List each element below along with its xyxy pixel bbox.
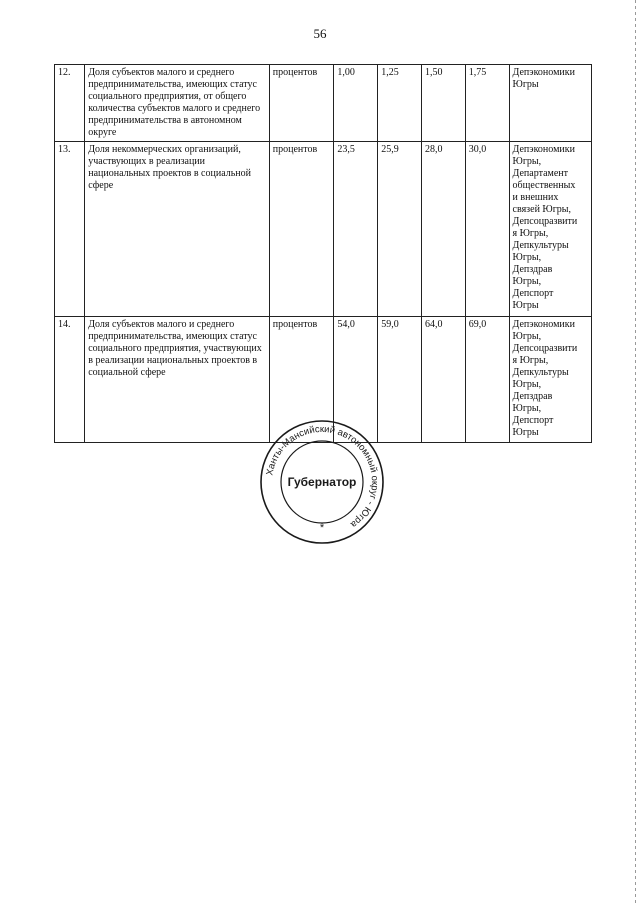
responsible-line: я Югры, [512, 355, 549, 366]
responsible-line: Депздрав [512, 264, 553, 275]
responsible-line: Югры, [512, 403, 542, 414]
row-number: 13. [55, 142, 85, 317]
responsible-line: Югры [512, 79, 539, 90]
scan-edge-line [635, 0, 636, 905]
responsible-line: Депкультуры [512, 240, 569, 251]
responsible-line: Депздрав [512, 391, 553, 402]
responsible-line: связей Югры, [512, 204, 572, 215]
value-cell: 1,75 [465, 65, 509, 142]
value-cell: 59,0 [378, 317, 422, 443]
unit-cell: процентов [269, 142, 334, 317]
responsible-line: я Югры, [512, 228, 549, 239]
value-cell: 23,5 [334, 142, 378, 317]
table-row [55, 142, 592, 317]
value-cell: 1,00 [334, 65, 378, 142]
stamp-ring-text: Ханты-Мансийский автономный округ - Югра [264, 423, 381, 530]
responsible-line: Югры, [512, 252, 542, 263]
responsible-line: Югры, [512, 379, 542, 390]
value-cell: 28,0 [421, 142, 465, 317]
governor-stamp [258, 418, 386, 546]
responsible-line: Югры [512, 427, 539, 438]
responsible-line: Югры, [512, 331, 542, 342]
value-cell: 1,25 [378, 65, 422, 142]
responsible-line: Депэкономики [512, 319, 575, 330]
row-number: 14. [55, 317, 85, 443]
responsible-line: Департамент [512, 168, 569, 179]
row-number: 12. [55, 65, 85, 142]
table-row [55, 65, 592, 142]
unit-cell: процентов [269, 65, 334, 142]
indicators-table [54, 64, 592, 443]
indicator-name: Доля субъектов малого и среднего предпринимательства, имеющих статус социального предприятия, от общего количества субъектов малого и среднего предпринимательства в автономном округе [85, 65, 270, 142]
responsible-line: Югры, [512, 156, 542, 167]
value-cell: 64,0 [421, 317, 465, 443]
unit-cell: процентов [269, 317, 334, 443]
value-cell: 1,50 [421, 65, 465, 142]
responsible-cell [509, 65, 591, 142]
indicator-name: Доля субъектов малого и среднего предпринимательства, имеющих статус социального предприятия, участвующих в реализации национальных проектов в социальной сфере [85, 317, 270, 443]
responsible-line: Депэкономики [512, 67, 575, 78]
value-cell: 30,0 [465, 142, 509, 317]
responsible-line: Депсоцразвити [512, 343, 578, 354]
stamp-star: * [319, 522, 325, 534]
responsible-line: Югры, [512, 276, 542, 287]
responsible-line: Депэкономики [512, 144, 575, 155]
responsible-line: Депсоцразвити [512, 216, 578, 227]
indicator-name: Доля некоммерческих организаций, участвующих в реализации национальных проектов в социальной сфере [85, 142, 270, 317]
responsible-line: общественных [512, 180, 576, 191]
value-cell: 25,9 [378, 142, 422, 317]
responsible-line: Депспорт [512, 415, 554, 426]
responsible-line: Югры [512, 300, 539, 311]
responsible-line: Депкультуры [512, 367, 569, 378]
value-cell: 54,0 [334, 317, 378, 443]
stamp-center-text: Губернатор [287, 475, 357, 489]
responsible-line: и внешних [512, 192, 559, 203]
value-cell: 69,0 [465, 317, 509, 443]
responsible-line: Депспорт [512, 288, 554, 299]
page-number: 56 [313, 26, 327, 41]
responsible-cell [509, 317, 591, 443]
responsible-cell [509, 142, 591, 317]
